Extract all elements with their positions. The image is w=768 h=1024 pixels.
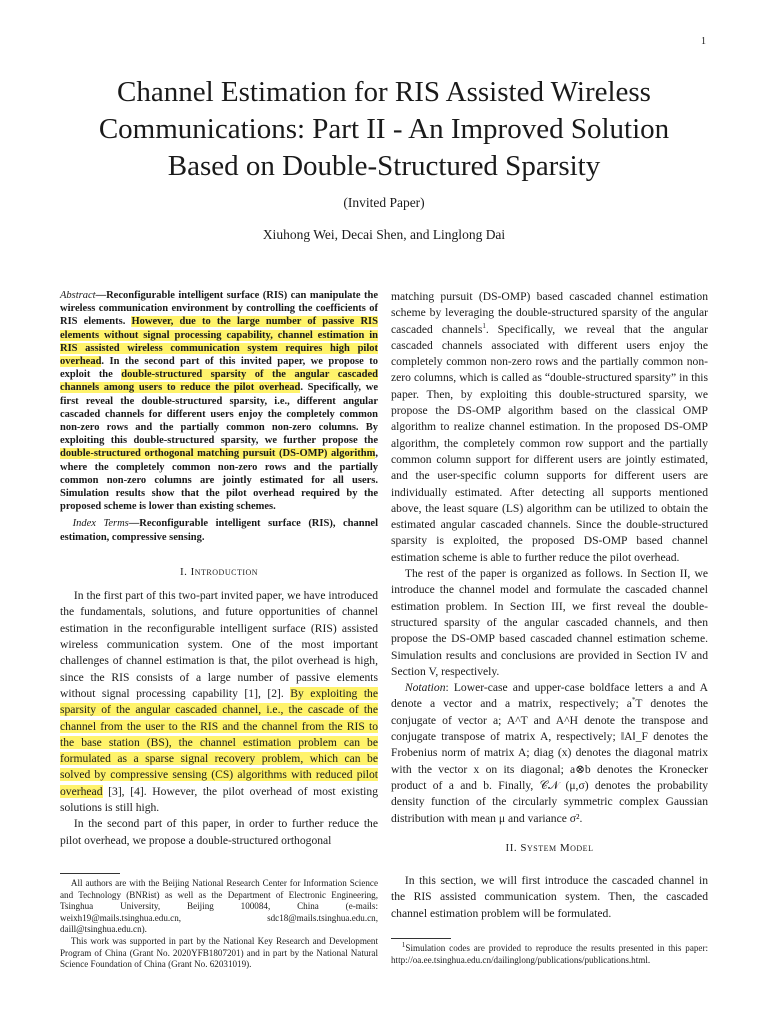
abstract: Abstract—Reconfigurable intelligent surface (RIS) can manipulate the wireless communication environment by controlling the coefficients of RIS elements. However, due to the large number of passive RIS elements without signal processing capability, channel estimation in RIS assisted wireless communication system requires high pilot overhead. In the second part of this invited paper, we propose to exploit the double-structured sparsity of the angular cascaded channels among users to reduce the pilot overhead. Specifically, we first reveal the double-structured sparsity, i.e., different angular cascaded channels for different users enjoy the completely common non-zero rows and the partially common non-zero columns. By exploiting this double-structured sparsity, we further propose the double-structured orthogonal matching pursuit (DS-OMP) algorithm, where the completely common non-zero rows and the partially common non-zero columns are jointly estimated for all users. Simulation results show that the pilot overhead required by the proposed scheme is lower than existing schemes. [60, 290, 378, 513]
affiliation-footnotes [60, 873, 378, 971]
paper-title: Channel Estimation for RIS Assisted Wireless Communications: Part II - An Improved Solution Based on Double-Structured Sparsity [98, 76, 670, 182]
index-terms: Index Terms—Reconfigurable intelligent surface (RIS), channel estimation, compressive sensing. [60, 518, 379, 543]
footnote-rule [60, 873, 120, 874]
support-note: This work was supported in part by the National Key Research and Development Program of China (Grant No. 2020YFB1807201) and in part by the National Natural Science Foundation of China (Grant No. 62031019). [60, 935, 378, 970]
notation-label: Notation [404, 681, 446, 695]
section-heading-intro: I. Introduction [179, 565, 259, 578]
footnote-text: Simulation codes are provided to reproduce the results presented in this paper: http://oa.ee.tsinghua.edu.cn/dailinglong/publications/publications.html. [391, 943, 708, 965]
intro-paragraph-1: In the first part of this two-part invited paper, we have introduced the fundamentals, solutions, and future opportunities of channel estimation in the reconfigurable intelligent surface (RIS) assisted wireless communication system. One of the most important challenges of channel estimation is that, the pilot overhead is high, since the RIS consists of a large number of passive elements without signal processing capability [1], [2]. By exploiting the sparsity of the angular cascaded channel, i.e., the cascade of the channel from the user to the RIS and the channel from the RIS to the base station (BS), the channel estimation problem can be formulated as a sparse signal recovery problem, which can be solved by compressive sensing (CS) algorithms with reduced pilot overhead [3], [4]. However, the pilot overhead of most existing solutions is still high. [60, 589, 378, 815]
right-paragraph-2: The rest of the paper is organized as follows. In Section II, we introduce the channel model and formulate the cascaded channel estimation problem. In Section III, we first reveal the double-structured sparsity of the angular cascaded channels, and then propose the DS-OMP based cascaded channel estimation scheme. Simulation results and conclusions are provided in Section IV and Section V, respectively. [391, 567, 708, 678]
abstract-label: Abstract [60, 290, 96, 301]
notation-paragraph: Notation: Lower-case and upper-case boldface letters a and A denote a vector and a matrix, respectively; a*T denotes the conjugate of vector a; A^T and A^H denote the transpose and conjugate transpose of matrix A, respectively; ‖A‖_F denotes the Frobenius norm of matrix A; diag (x) denotes the diagonal matrix with the vector x on its diagonal; a⊗b denotes the Kronecker product of a and b. Finally, 𝒞𝒩 (μ,σ) denotes the probability density function of the circularly symmetric complex Gaussian distribution with mean μ and variance σ². [391, 681, 709, 825]
highlight: By exploiting the sparsity of the angular cascaded channel, i.e., the cascade of the channel from the user to the RIS and the channel from the RIS to the base station (BS), the channel estimation problem can be formulated as a sparse signal recovery problem, which can be solved by compressive sensing (CS) algorithms with reduced pilot overhead [60, 686, 378, 798]
authors-note: All authors are with the Beijing National Research Center for Information Science and Technology (BNRist) as well as the Department of Electronic Engineering, Tsinghua University, Beijing 100084, China (e-mails: weixh19@mails.tsinghua.edu.cn, sdc18@mails.tsinghua.edu.cn, daill@tsinghua.edu.cn). [60, 878, 378, 935]
system-model-paragraph: In this section, we will first introduce the cascaded channel in the RIS assisted communication system. Then, the cascaded channel estimation problem will be formulated. [391, 874, 708, 920]
footnote-marker: 1 [482, 321, 486, 330]
highlight: double-structured sparsity of the angular cascaded channels among users to reduce the pilot overhead [60, 369, 378, 394]
right-column [391, 289, 708, 827]
footnote-rule [391, 938, 451, 939]
paper-subtitle: (Invited Paper) [343, 195, 425, 210]
highlight: double-structured orthogonal matching pursuit (DS-OMP) algorithm [60, 448, 376, 460]
right-paragraph-1: matching pursuit (DS-OMP) based cascaded channel estimation scheme by leveraging the double-structured sparsity of the angular cascaded channels$^1$. Specifically, we reveal that the angular cascaded channels associated with different users enjoy the completely common non-zero rows and the partially common non-zero columns, which is called as “double-structured sparsity” in this paper. Then, by exploiting this double-structured sparsity, we propose the DS-OMP algorithm based on the classical OMP algorithm to realize channel estimation. In the proposed DS-OMP algorithm, the completely common row support and the partially common column support for different users are jointly estimated, and the user-specific column supports for different users are individually estimated. After detecting all supports mentioned above, the least square (LS) algorithm can be utilized to obtain the estimated angular cascaded channels. Since the double-structured sparsity is exploited, the proposed DS-OMP based channel estimation scheme is able to further reduce the pilot overhead. [391, 290, 709, 564]
code-footnote [391, 938, 708, 966]
index-terms-label: Index Terms [72, 518, 129, 530]
intro-paragraph-2: In the second part of this paper, in order to further reduce the pilot overhead, we propose a double-structured orthogonal [60, 817, 378, 847]
highlight: However, due to the large number of passive RIS elements without signal processing capability, channel estimation in RIS assisted wireless communication system requires high pilot overhead [60, 316, 378, 368]
left-column [60, 289, 378, 849]
section-heading-system-model: II. System Model [505, 842, 594, 854]
author-list: Xiuhong Wei, Decai Shen, and Linglong Dai [262, 227, 506, 242]
page-number: 1 [701, 36, 706, 47]
footnote-marker: 1 [401, 940, 406, 949]
